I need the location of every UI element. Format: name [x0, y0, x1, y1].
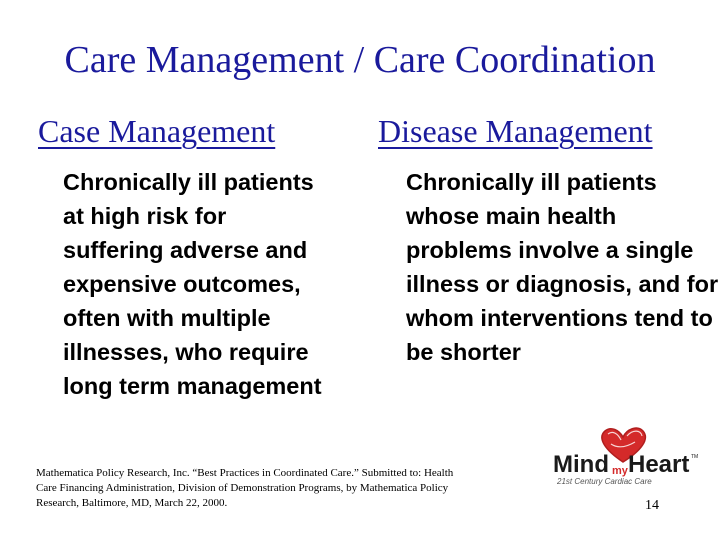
logo-word-mind: Mind	[553, 451, 609, 478]
disease-management-heading: Disease Management	[378, 113, 653, 149]
logo-tagline: 21st Century Cardiac Care	[557, 477, 652, 486]
slide-title: Care Management / Care Coordination	[64, 39, 656, 81]
citation: Mathematica Policy Research, Inc. “Best Practices in Coordinated Care.” Submitted to: Health Care Financing Administration, Division of Demonstration Programs, by Mathematica Policy Research, Baltimore, MD, March 22, 2000.	[36, 467, 454, 509]
mindmyheart-logo	[553, 424, 703, 488]
page-number: 14	[645, 498, 659, 513]
case-management-description: Chronically ill patients at high risk for suffering adverse and expensive outcomes, often with multiple illnesses, who require long term management	[63, 169, 322, 399]
disease-management-description: Chronically ill patients whose main health problems involve a single illness or diagnosis, and for whom interventions tend to be shorter	[406, 169, 719, 365]
logo-word-my: my	[612, 465, 628, 477]
logo-trademark: TM	[691, 454, 699, 460]
logo-word-heart: Heart	[628, 451, 690, 478]
case-management-heading: Case Management	[38, 113, 276, 149]
